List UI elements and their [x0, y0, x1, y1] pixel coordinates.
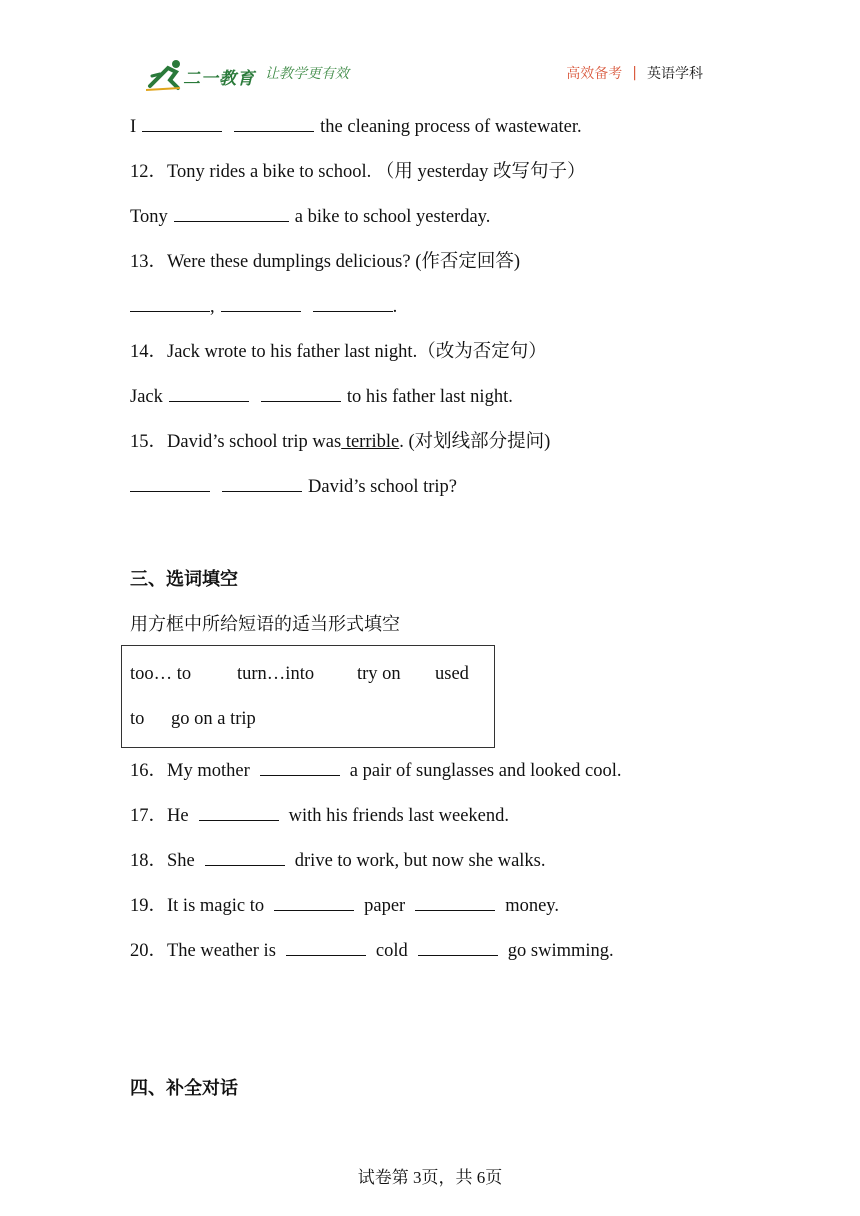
question-20	[130, 939, 614, 963]
question-12: 12．Tony rides a bike to school. （用 yesterday 改写句子）	[130, 162, 586, 182]
header-subject: 英语学科	[647, 66, 703, 82]
section-3-title: 三、选词填空	[130, 569, 238, 590]
word-bank-box	[121, 645, 495, 748]
q11-answer-line	[130, 115, 582, 139]
logo-text: 二一教育	[183, 69, 255, 89]
q14-text: to his father last night.	[346, 387, 513, 407]
question-16	[130, 759, 622, 783]
word-bank-item: try on	[357, 664, 401, 684]
answer-blank[interactable]	[261, 385, 341, 402]
q13-comma: ,	[210, 297, 215, 317]
q11-text: the cleaning process of wastewater.	[320, 117, 582, 137]
page-footer: 试卷第 3页，共 6页	[357, 1168, 503, 1187]
word-bank-row	[130, 664, 469, 685]
q19-text: 19．It is magic to	[130, 896, 265, 916]
question-19	[130, 894, 559, 918]
q15-text: . (对划线部分提问)	[399, 432, 551, 452]
q18-text: drive to work, but now she walks.	[294, 851, 546, 871]
q12-text: Tony	[130, 207, 168, 227]
q13-period: .	[392, 297, 398, 317]
q19-text: money.	[505, 896, 559, 916]
word-bank-item: to	[130, 709, 145, 729]
answer-blank[interactable]	[234, 115, 314, 132]
question-17	[130, 804, 509, 828]
q15-text: David’s school trip?	[308, 477, 458, 497]
section-4-title: 四、补全对话	[130, 1078, 238, 1099]
section-3-instruction: 用方框中所给短语的适当形式填空	[130, 614, 400, 635]
answer-blank[interactable]	[130, 475, 210, 492]
page-header	[0, 0, 860, 100]
q11-text: I	[130, 117, 137, 137]
q16-text: a pair of sunglasses and looked cool.	[349, 761, 622, 781]
q15-answer-line	[130, 475, 457, 499]
answer-blank[interactable]	[205, 849, 285, 866]
question-13: 13．Were these dumplings delicious? (作否定回答)	[130, 252, 521, 272]
answer-blank[interactable]	[142, 115, 222, 132]
q20-text: go swimming.	[507, 941, 614, 961]
question-15	[130, 430, 550, 454]
slogan: 让教学更有效	[265, 66, 349, 82]
answer-blank[interactable]	[221, 295, 301, 312]
word-bank-item: turn…into	[237, 664, 315, 684]
q17-text: 17．He	[130, 806, 189, 826]
q14-answer-line	[130, 385, 513, 409]
q20-text: cold	[375, 941, 408, 961]
word-bank-item: too… to	[130, 664, 192, 684]
answer-blank[interactable]	[260, 759, 340, 776]
word-bank-item: used	[435, 664, 469, 684]
header-tagline: 高效备考	[566, 66, 623, 82]
q19-text: paper	[364, 896, 406, 916]
word-bank-row	[130, 709, 256, 730]
q15-text: 15．David’s school trip was	[130, 432, 342, 452]
header-separator: |	[632, 65, 637, 81]
answer-blank[interactable]	[169, 385, 249, 402]
q13-answer-line	[130, 295, 397, 319]
answer-blank[interactable]	[130, 295, 210, 312]
word-bank-item: go on a trip	[171, 709, 256, 729]
answer-blank[interactable]	[274, 894, 354, 911]
q18-text: 18．She	[130, 851, 195, 871]
answer-blank[interactable]	[174, 205, 289, 222]
q20-text: 20．The weather is	[130, 941, 276, 961]
answer-blank[interactable]	[222, 475, 302, 492]
answer-blank[interactable]	[199, 804, 279, 821]
answer-blank[interactable]	[415, 894, 495, 911]
q17-text: with his friends last weekend.	[288, 806, 509, 826]
answer-blank[interactable]	[313, 295, 393, 312]
question-18	[130, 849, 546, 873]
question-14: 14．Jack wrote to his father last night.（改为否定句）	[130, 342, 547, 362]
q16-text: 16．My mother	[130, 761, 250, 781]
header-right	[566, 63, 703, 83]
q12-text: a bike to school yesterday.	[294, 207, 491, 227]
q14-text: Jack	[130, 387, 163, 407]
q15-underlined-word: terrible	[341, 432, 400, 452]
answer-blank[interactable]	[286, 939, 366, 956]
q12-answer-line	[130, 205, 490, 229]
answer-blank[interactable]	[418, 939, 498, 956]
